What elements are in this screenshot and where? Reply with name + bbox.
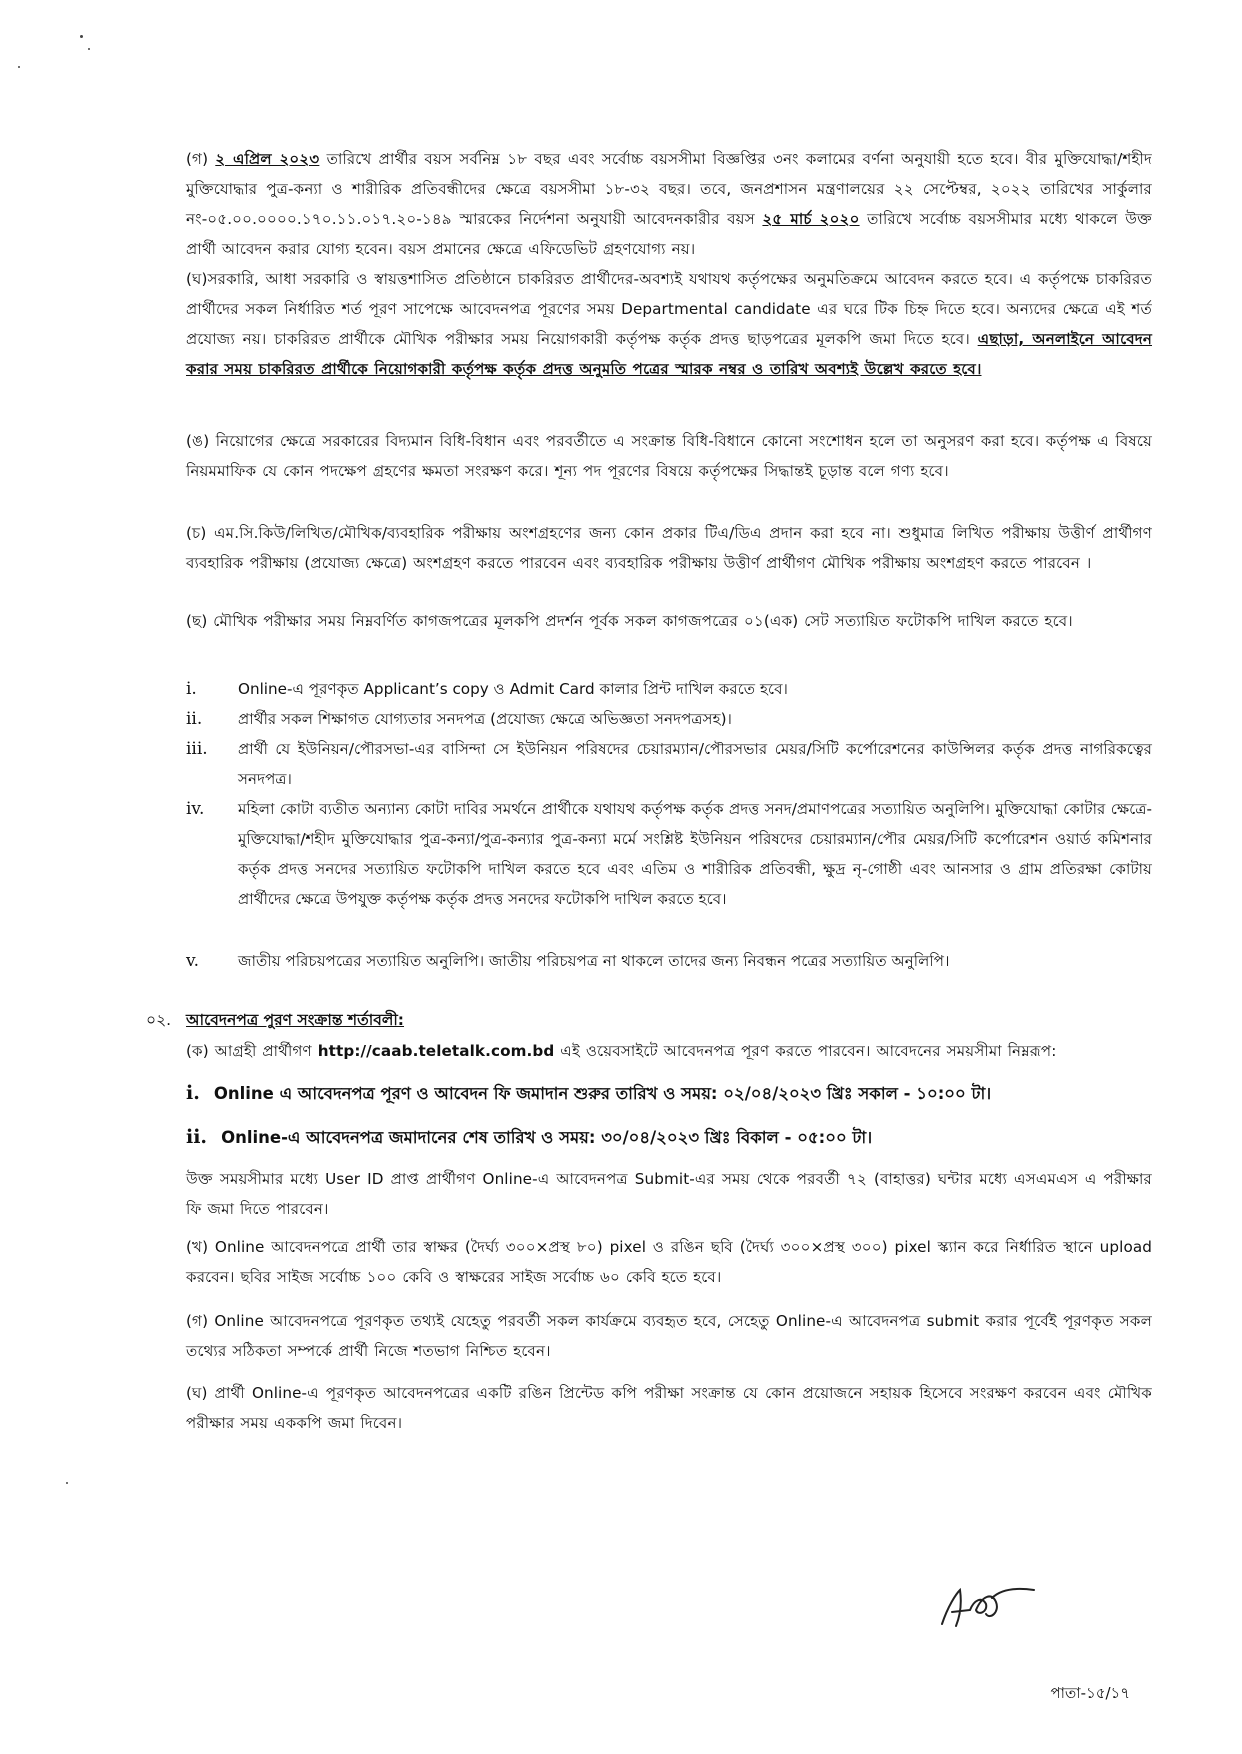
document-list-item [186, 674, 1152, 704]
list-text: প্রার্থীর সকল শিক্ষাগত যোগ্যতার সনদপত্র (প্রযোজ্য ক্ষেত্রে অভিজ্ঞতা সনদপত্রসহ)। [238, 710, 732, 728]
schedule-text: Online এ আবেদনপত্র পূরণ ও আবেদন ফি জমাদান শুরুর তারিখ ও সময়: ০২/০৪/২০২৩ খ্রিঃ সকাল - ১০:০০ টা। [213, 1084, 992, 1103]
employed-candidates-text: (ঘ)সরকারি, আধা সরকারি ও স্বায়ত্তশাসিত প্রতিষ্ঠানে চাকরিরত প্রার্থীদের-অবশ্যই যথাযথ কর্তৃপক্ষের অনুমতিক্রমে আবেদন করতে হবে। এ কর্তৃপক্ষে চাকরিরত প্রার্থীদের সকল নির্ধারিত শর্ত পূরণ সাপেক্ষে আবেদনপত্র পূরণের সময় Departmental candidate এর ঘরে টিক চিহ্ন দিতে হবে। অন্যদের ক্ষেত্রে এই শর্ত প্রযোজ্য নয়। চাকরিরত প্রার্থীকে মৌখিক পরীক্ষার সময় নিয়োগকারী কর্তৃপক্ষ কর্তৃক প্রদত্ত ছাড়পত্রের মূলকপি জমা দিতে হবে। [186, 270, 1152, 348]
age-extension-date: ২৫ মার্চ ২০২০ [762, 210, 860, 228]
information-accuracy-paragraph: (গ) Online আবেদনপত্রে পূরণকৃত তথ্যই যেহেতু পরবর্তী সকল কার্যক্রমে ব্যবহৃত হবে, সেহেতু Online-এ আবেদনপত্র submit করার পূর্বেই পূরণকৃত সকল তথ্যের সঠিকতা সম্পর্কে প্রার্থী নিজে শতভাগ নিশ্চিত হবেন। [186, 1312, 1152, 1360]
document-list-item [186, 794, 1152, 944]
section-number: ০২. [146, 1011, 172, 1029]
age-reference-date: ২ এপ্রিল ২০২৩ [215, 150, 320, 168]
list-text: মহিলা কোটা ব্যতীত অন্যান্য কোটা দাবির সমর্থনে প্রার্থীকে যথাযথ কর্তৃপক্ষ কর্তৃক প্রদত্ত সনদ/প্রমাণপত্রের সত্যায়িত অনুলিপি। মুক্তিযোদ্ধা কোটার ক্ষেত্রে- মুক্তিযোদ্ধা/শহীদ মুক্তিযোদ্ধার পুত্র-কন্যা/পুত্র-কন্যার পুত্র-কন্যা মর্মে সংশ্লিষ্ট ইউনিয়ন পরিষদের চেয়ারম্যান/পৌর মেয়র/সিটি কর্পোরেশন ওয়ার্ড কমিশনার কর্তৃক প্রদত্ত সনদের সত্যায়িত ফটোকপি দাখিল করতে হবে এবং এতিম ও শারীরিক প্রতিবন্ধী, ক্ষুদ্র নৃ-গোষ্ঠী এবং আনসার ও গ্রাম প্রতিরক্ষা কোটায় প্রার্থীদের ক্ষেত্রে উপযুক্ত কর্তৃপক্ষ কর্তৃক প্রদত্ত সনদের ফটোকপি দাখিল করতে হবে। [238, 800, 1152, 908]
document-list-item [186, 734, 1152, 794]
handwritten-signature [930, 1576, 1040, 1636]
sms-fee-paragraph: উক্ত সময়সীমার মধ্যে User ID প্রাপ্ত প্রার্থীগণ Online-এ আবেদনপত্র Submit-এর সময় থেকে পরবর্তী ৭২ (বাহাত্তর) ঘন্টার মধ্যে এসএমএস এ পরীক্ষার ফি জমা দিতে পারবেন। [186, 1170, 1152, 1218]
application-website-paragraph [186, 1036, 1152, 1066]
age-limit-text-end: তারিখে সর্বোচ্চ বয়সসীমার মধ্যে থাকলে উক্ত প্রার্থী আবেদন করার যোগ্য হবেন। বয়স প্রমানের ক্ষেত্রে এফিডেভিট গ্রহণযোগ্য নয়। [186, 210, 1152, 258]
section-title: আবেদনপত্র পুরণ সংক্রান্ত শর্তাবলী: [186, 1011, 405, 1029]
printed-copy-paragraph: (ঘ) প্রার্থী Online-এ পূরণকৃত আবেদনপত্রের একটি রঙিন প্রিন্টেড কপি পরীক্ষা সংক্রান্ত যে কোন প্রয়োজনে সহায়ক হিসেবে সংরক্ষণ করবেন এবং মৌখিক পরীক্ষার সময় এককপি জমা দিবেন। [186, 1384, 1152, 1432]
age-limit-paragraph [186, 144, 1152, 264]
exam-allowance-paragraph: (চ) এম.সি.কিউ/লিখিত/মৌখিক/ব্যবহারিক পরীক্ষায় অংশগ্রহণের জন্য কোন প্রকার টিএ/ডিএ প্রদান করা হবে না। শুধুমাত্র লিখিত পরীক্ষায় উত্তীর্ণ প্রার্থীগণ ব্যবহারিক পরীক্ষায় (প্রযোজ্য ক্ষেত্রে) অংশগ্রহণ করতে পারবেন এবং ব্যবহারিক পরীক্ষায় উত্তীর্ণ প্রার্থীগণ মৌখিক পরীক্ষায় অংশগ্রহণ করতে পারবেন । [186, 524, 1152, 572]
website-intro-text: (ক) আগ্রহী প্রার্থীগণ [186, 1042, 318, 1060]
employed-candidates-paragraph [186, 264, 1152, 384]
list-number: ii. [186, 709, 203, 729]
list-number: iv. [186, 799, 205, 819]
schedule-number: ii. [186, 1126, 208, 1148]
schedule-end-item [186, 1122, 1152, 1153]
list-number: i. [186, 679, 197, 699]
age-limit-text: তারিখে প্রার্থীর বয়স সর্বনিম্ন ১৮ বছর এবং সর্বোচ্চ বয়সসীমা বিজ্ঞপ্তির ৩নং কলামের বর্ণনা অনুযায়ী হতে হবে। বীর মুক্তিযোদ্ধা/শহীদ মুক্তিযোদ্ধার পুত্র-কন্যা ও শারীরিক প্রতিবন্ধীদের ক্ষেত্রে বয়সসীমা ১৮-৩২ বছর। তবে, জনপ্রশাসন মন্ত্রণালয়ের ২২ সেপ্টেম্বর, ২০২২ তারিখের সার্কুলার নং-০৫.০০.০০০০.১৭০.১১.০১৭.২০-১৪৯ স্মারকের নির্দেশনা অনুযায়ী আবেদনকারীর বয়স [186, 150, 1152, 228]
scan-speck [80, 35, 83, 38]
photo-signature-paragraph: (খ) Online আবেদনপত্রে প্রার্থী তার স্বাক্ষর (দৈর্ঘ্য ৩০০×প্রস্থ ৮০) pixel ও রঙিন ছবি (দৈর্ঘ্য ৩০০×প্রস্থ ৩০০) pixel স্ক্যান করে নির্ধারিত স্থানে upload করবেন। ছবির সাইজ সর্বোচ্চ ১০০ কেবি ও স্বাক্ষরের সাইজ সর্বোচ্চ ৬০ কেবি হতে হবে। [186, 1238, 1152, 1286]
page-number: পাতা-১৫/১৭ [1050, 1684, 1130, 1702]
schedule-text: Online-এ আবেদনপত্র জমাদানের শেষ তারিখ ও সময়: ৩০/০৪/২০২৩ খ্রিঃ বিকাল - ০৫:০০ টা। [221, 1128, 873, 1147]
list-text: Online-এ পূরণকৃত Applicant’s copy ও Admit Card কালার প্রিন্ট দাখিল করতে হবে। [238, 680, 788, 698]
schedule-number: i. [186, 1082, 200, 1104]
website-suffix-text: এই ওয়েবসাইটে আবেদনপত্র পূরণ করতে পারবেন। আবেদনের সময়সীমা নিম্নরূপ: [554, 1042, 1057, 1060]
application-website-link[interactable]: http://caab.teletalk.com.bd [317, 1042, 555, 1060]
clause-label: (গ) [186, 150, 216, 168]
scan-speck [88, 48, 90, 50]
permission-memo-notice: এছাড়া, অনলাইনে আবেদন করার সময় চাকরিরত প্রার্থীকে নিয়োগকারী কর্তৃপক্ষ কর্তৃক প্রদত্ত অনুমতি পত্রের স্মারক নম্বর ও তারিখ অবশ্যই উল্লেখ করতে হবে। [186, 330, 1152, 378]
appointment-rules-paragraph: (ঙ) নিয়োগের ক্ষেত্রে সরকারের বিদ্যমান বিধি-বিধান এবং পরবর্তীতে এ সংক্রান্ত বিধি-বিধানে কোনো সংশোধন হলে তা অনুসরণ করা হবে। কর্তৃপক্ষ এ বিষয়ে নিয়মমাফিক যে কোন পদক্ষেপ গ্রহণের ক্ষমতা সংরক্ষণ করে। শূন্য পদ পূরণের বিষয়ে কর্তৃপক্ষের সিদ্ধান্তই চূড়ান্ত বলে গণ্য হবে। [186, 432, 1152, 480]
schedule-start-item [186, 1078, 1152, 1109]
list-number: v. [186, 951, 199, 971]
list-text: প্রার্থী যে ইউনিয়ন/পৌরসভা-এর বাসিন্দা সে ইউনিয়ন পরিষদের চেয়ারম্যান/পৌরসভার মেয়র/সিটি কর্পোরেশনের কাউন্সিলর কর্তৃক প্রদত্ত নাগরিকত্বের সনদপত্র। [238, 740, 1152, 788]
scan-speck [18, 66, 20, 68]
viva-documents-paragraph: (ছ) মৌখিক পরীক্ষার সময় নিম্নবর্ণিত কাগজপত্রের মূলকপি প্রদর্শন পূর্বক সকল কাগজপত্রের ০১(এক) সেট সত্যায়িত ফটোকপি দাখিল করতে হবে। [186, 612, 1073, 630]
document-list-item [186, 946, 1152, 976]
document-list-item [186, 704, 1152, 734]
list-number: iii. [186, 739, 208, 759]
list-text: জাতীয় পরিচয়পত্রের সত্যায়িত অনুলিপি। জাতীয় পরিচয়পত্র না থাকলে তাদের জন্য নিবন্ধন পত্রের সত্যায়িত অনুলিপি। [238, 952, 950, 970]
scan-speck [66, 1482, 68, 1484]
